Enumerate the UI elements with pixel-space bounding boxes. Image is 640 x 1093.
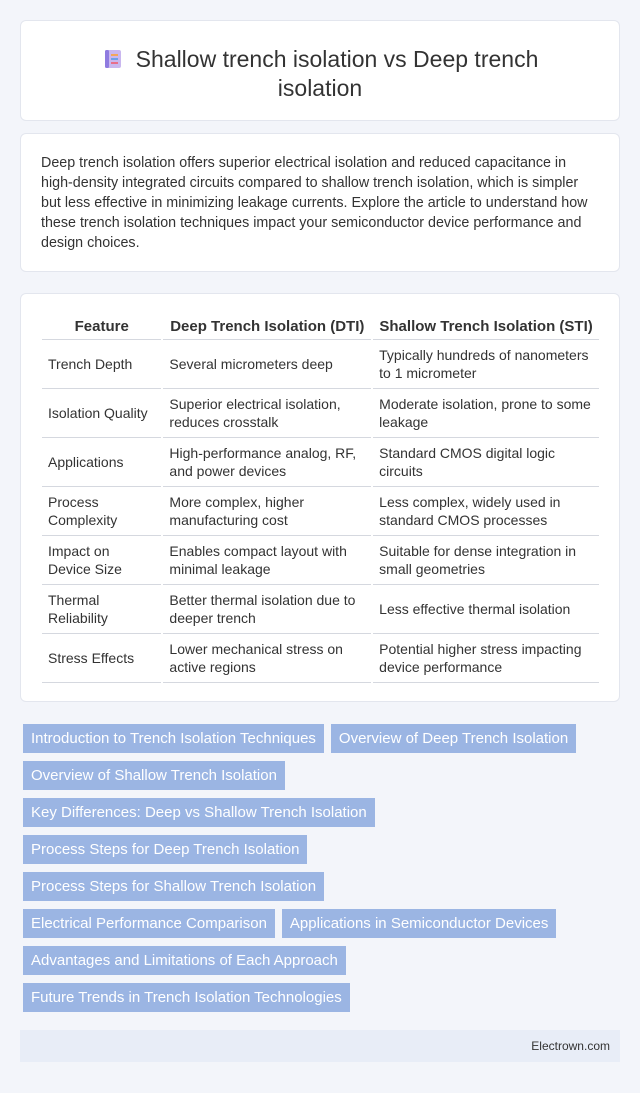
toc-link[interactable]: Applications in Semiconductor Devices [282,909,556,938]
toc-link[interactable]: Introduction to Trench Isolation Techniques [23,724,324,753]
comparison-table [42,314,599,683]
cell-sti: Moderate isolation, prone to some leakage [373,389,599,438]
table-header-row [42,314,599,340]
header-sti: Shallow Trench Isolation (STI) [373,314,599,340]
cell-sti: Standard CMOS digital logic circuits [373,438,599,487]
cell-dti: More complex, higher manufacturing cost [163,487,371,536]
toc-row [23,761,620,790]
cell-feature: Process Complexity [42,487,161,536]
cell-dti: High-performance analog, RF, and power devices [163,438,371,487]
toc-row [23,946,620,975]
cell-sti: Less effective thermal isolation [373,585,599,634]
table-row [42,340,599,389]
toc-row [23,983,620,1012]
cell-dti: Lower mechanical stress on active regions [163,634,371,683]
header-dti: Deep Trench Isolation (DTI) [163,314,371,340]
comparison-table-card [20,293,620,702]
toc-row [23,872,620,901]
toc-link[interactable]: Overview of Deep Trench Isolation [331,724,576,753]
intro-card [20,133,620,272]
table-row [42,536,599,585]
cell-sti: Typically hundreds of nanometers to 1 micrometer [373,340,599,389]
toc-link[interactable]: Advantages and Limitations of Each Approach [23,946,346,975]
toc-row [23,724,620,753]
toc-link[interactable]: Overview of Shallow Trench Isolation [23,761,285,790]
cell-sti: Potential higher stress impacting device performance [373,634,599,683]
cell-sti: Suitable for dense integration in small geometries [373,536,599,585]
footer-site-name: Electrown.com [531,1039,610,1053]
cell-dti: Better thermal isolation due to deeper trench [163,585,371,634]
table-row [42,585,599,634]
table-row [42,389,599,438]
cell-sti: Less complex, widely used in standard CMOS processes [373,487,599,536]
cell-feature: Isolation Quality [42,389,161,438]
intro-paragraph: Deep trench isolation offers superior electrical isolation and reduced capacitance in high-density integrated circuits compared to shallow trench isolation, which is simpler but less effective in minimizing leakage currents. Explore the article to understand how these trench isolation techniques impact your semiconductor device performance and design choices. [41,155,588,251]
cell-feature: Thermal Reliability [42,585,161,634]
toc-row [23,909,620,938]
page-title-text: Shallow trench isolation vs Deep trench isolation [135,46,539,101]
cell-dti: Several micrometers deep [163,340,371,389]
toc-link[interactable]: Electrical Performance Comparison [23,909,275,938]
toc-link[interactable]: Process Steps for Shallow Trench Isolation [23,872,324,901]
table-row [42,634,599,683]
footer [20,1030,620,1062]
cell-feature: Applications [42,438,161,487]
cell-dti: Superior electrical isolation, reduces crosstalk [163,389,371,438]
toc-row [23,798,620,827]
header-feature: Feature [42,314,161,340]
cell-feature: Stress Effects [42,634,161,683]
toc-row [23,835,620,864]
cell-feature: Trench Depth [42,340,161,389]
table-row [42,487,599,536]
cell-feature: Impact on Device Size [42,536,161,585]
table-of-contents [20,724,620,1020]
book-icon [102,48,124,70]
cell-dti: Enables compact layout with minimal leakage [163,536,371,585]
header-card [20,20,620,121]
table-row [42,438,599,487]
page-title [61,45,579,103]
toc-link[interactable]: Key Differences: Deep vs Shallow Trench Isolation [23,798,375,827]
toc-link[interactable]: Future Trends in Trench Isolation Technologies [23,983,350,1012]
toc-link[interactable]: Process Steps for Deep Trench Isolation [23,835,307,864]
